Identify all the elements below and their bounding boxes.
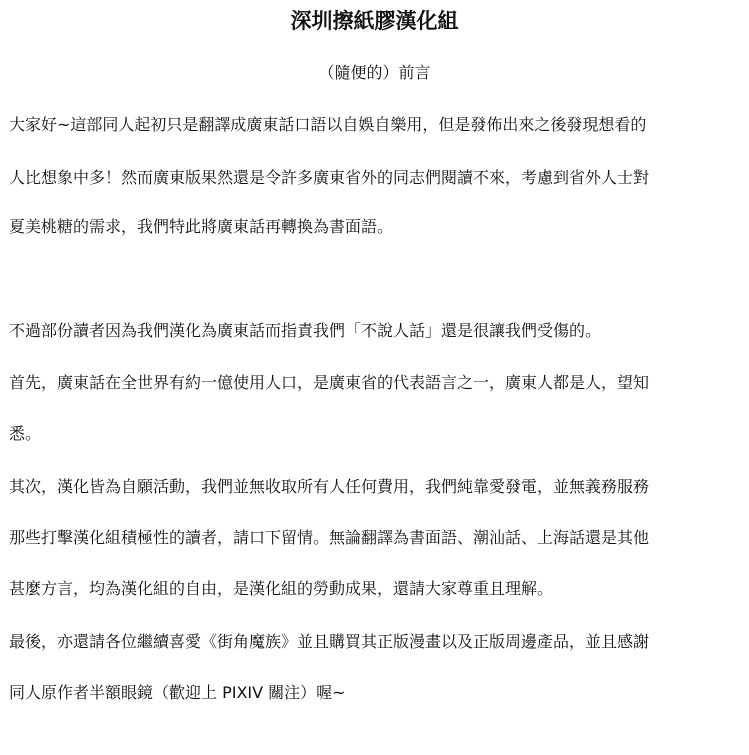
paragraph-line: 不過部份讀者因為我們漢化為廣東話而指責我們「不說人話」還是很讓我們受傷的。	[9, 321, 602, 340]
paragraph-line: 大家好~這部同人起初只是翻譯成廣東話口語以自娛自樂用，但是發佈出來之後發現想看的	[9, 115, 647, 134]
paragraph-line: 甚麼方言，均為漢化組的自由，是漢化組的勞動成果，還請大家尊重且理解。	[9, 579, 554, 598]
paragraph-line: 人比想象中多！然而廣東版果然還是令許多廣東省外的同志們閱讀不來，考慮到省外人士對	[9, 168, 650, 187]
paragraph-line: 那些打擊漢化組積極性的讀者，請口下留情。無論翻譯為書面語、潮汕話、上海話還是其他	[9, 528, 650, 547]
document-title: 深圳擦紙膠漢化組	[290, 9, 459, 33]
paragraph-line: 夏美桃糖的需求，我們特此將廣東話再轉換為書面語。	[9, 217, 394, 236]
document-subtitle: （隨便的）前言	[318, 63, 431, 82]
paragraph-line: 首先，廣東話在全世界有約一億使用人口，是廣東省的代表語言之一，廣東人都是人，望知	[9, 373, 650, 392]
paragraph-line: 悉。	[9, 424, 42, 443]
paragraph-line: 最後，亦還請各位繼續喜愛《街角魔族》並且購買其正版漫畫以及正版周邊產品，並且感謝	[9, 632, 650, 651]
paragraph-line: 其次，漢化皆為自願活動，我們並無收取所有人任何費用，我們純靠愛發電，並無義務服務	[9, 477, 650, 496]
paragraph-line: 同人原作者半額眼鏡（歡迎上 PIXIV 關注）喔~	[9, 683, 346, 702]
